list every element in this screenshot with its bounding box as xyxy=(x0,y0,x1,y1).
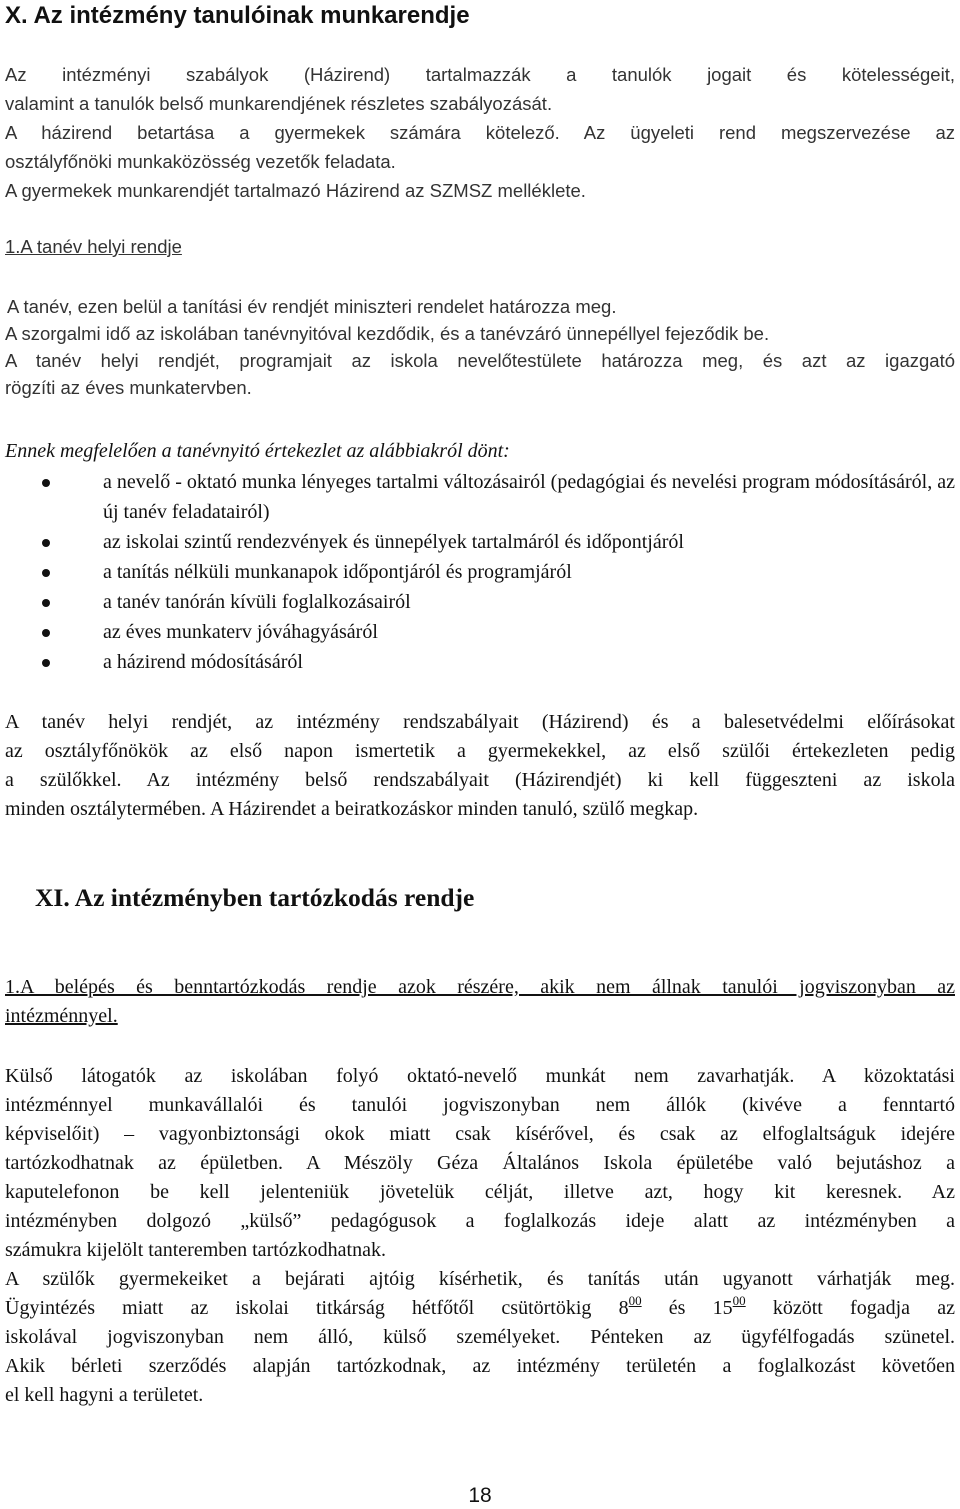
list-item-text: a tanítás nélküli munkanapok időpontjáról és programjáról xyxy=(103,561,572,583)
intro-line: osztályfőnöki munkaközösség vezetők feladata. xyxy=(5,151,396,172)
section-xi-paragraph-2 xyxy=(5,1265,955,1410)
para-line: intézménnyel munkavállalói és tanulói jogviszonyban nem állók (kivéve a fenntartó xyxy=(5,1094,955,1116)
page-number: 18 xyxy=(468,1484,492,1507)
bullet-icon xyxy=(42,479,50,487)
sub-line: A tanév helyi rendjét, programjait az iskola nevelőtestülete határozza meg, és azt az igazgató xyxy=(5,350,955,371)
bullet-icon xyxy=(42,599,50,607)
list-item xyxy=(0,647,955,677)
office-hours-line xyxy=(5,1294,955,1323)
section-xi-paragraph-1 xyxy=(5,1062,955,1265)
bullet-icon xyxy=(42,629,50,637)
closing-line: az osztályfőnökök az első napon ismertetik a gyermekekkel, az első szülői értekezleten pedig xyxy=(5,740,955,762)
sub-line: rögzíti az éves munkatervben. xyxy=(5,377,252,398)
list-item xyxy=(0,557,955,587)
office-hours-text: és 15 xyxy=(641,1297,733,1319)
para-line: Külső látogatók az iskolában folyó oktató-nevelő munkát nem zavarhatják. A közoktatási xyxy=(5,1065,955,1087)
intro-line: Az intézményi szabályok (Házirend) tartalmazzák a tanulók jogait és kötelességeit, xyxy=(5,64,955,85)
section-x-closing xyxy=(5,708,955,824)
list-item-text: a házirend módosításáról xyxy=(103,651,303,673)
closing-line: a szülőkkel. Az intézmény belső rendszabályait (Házirendjét) ki kell függeszteni az iskola xyxy=(5,769,955,791)
section-xi-subheading xyxy=(5,973,955,1031)
para-line: Akik bérleti szerződés alapján tartózkodnak, az intézmény területén a foglalkozást követően xyxy=(5,1355,955,1377)
subheading-line: intézménnyel. xyxy=(5,1005,118,1027)
section-x-intro xyxy=(5,60,955,205)
list-item xyxy=(0,467,955,527)
list-item-text: a tanév tanórán kívüli foglalkozásairól xyxy=(103,591,411,613)
para-line: el kell hagyni a területet. xyxy=(5,1384,204,1406)
office-hours-end-minutes: 00 xyxy=(732,1293,746,1308)
list-item-text: a nevelő - oktató munka lényeges tartalmi változásairól (pedagógiai és nevelési program módosításáról, az új tanév feladatairól) xyxy=(103,471,955,523)
intro-line: A házirend betartása a gyermekek számára kötelező. Az ügyeleti rend megszervezése az xyxy=(5,122,955,143)
list-item-text: az iskolai szintű rendezvények és ünnepélyek tartalmáról és időpontjáról xyxy=(103,531,684,553)
bullet-icon xyxy=(42,659,50,667)
para-line: képviselőit) – vagyonbiztonsági okok miatt csak kísérővel, és csak az elfoglaltságuk idejére xyxy=(5,1123,955,1145)
office-hours-text: között fogadja az xyxy=(745,1297,955,1319)
para-line: tartózkodhatnak az épületben. A Mészöly Géza Általános Iskola épületébe való bejutáshoz a xyxy=(5,1152,955,1174)
bullet-icon xyxy=(42,569,50,577)
list-item-text: az éves munkaterv jóváhagyásáról xyxy=(103,621,378,643)
list-item xyxy=(0,587,955,617)
para-line: A szülők gyermekeiket a bejárati ajtóig kísérhetik, és tanítás után ugyanott várhatják meg. xyxy=(5,1268,955,1290)
section-x-subheading: 1.A tanév helyi rendje xyxy=(5,236,182,257)
para-line: számukra kijelölt tanteremben tartózkodhatnak. xyxy=(5,1239,386,1261)
office-hours-start-minutes: 00 xyxy=(628,1293,642,1308)
section-x-title: X. Az intézmény tanulóinak munkarendje xyxy=(5,2,470,29)
para-line: iskolával jogviszonyban nem álló, külső személyeket. Pénteken az ügyfélfogadás szünetel. xyxy=(5,1326,955,1348)
decision-list xyxy=(0,467,955,677)
para-line: kaputelefonon be kell jelenteniük jövetelük célját, illetve azt, hogy kit keresnek. Az xyxy=(5,1181,955,1203)
list-item xyxy=(0,527,955,557)
closing-line: A tanév helyi rendjét, az intézmény rendszabályait (Házirend) és a balesetvédelmi előírásokat xyxy=(5,711,955,733)
section-xi-title: XI. Az intézményben tartózkodás rendje xyxy=(35,883,475,912)
section-x-sub-paragraph xyxy=(5,293,955,401)
sub-line: A szorgalmi idő az iskolában tanévnyitóval kezdődik, és a tanévzáró ünnepéllyel fejeződik be. xyxy=(5,323,770,344)
office-hours-text: Ügyintézés miatt az iskolai titkárság hétfőtől csütörtökig 8 xyxy=(5,1297,629,1319)
list-item xyxy=(0,617,955,647)
lead-in-sentence: Ennek megfelelően a tanévnyitó értekezlet az alábbiakról dönt: xyxy=(5,440,510,462)
para-line: intézményben dolgozó „külső” pedagógusok a foglalkozás ideje alatt az intézményben a xyxy=(5,1210,955,1232)
intro-line: valamint a tanulók belső munkarendjének részletes szabályozását. xyxy=(5,93,553,114)
subheading-line: 1.A belépés és benntartózkodás rendje azok részére, akik nem állnak tanulói jogviszonyban az xyxy=(5,976,955,998)
sub-line: A tanév, ezen belül a tanítási év rendjét miniszteri rendelet határozza meg. xyxy=(7,296,617,317)
closing-line: minden osztálytermében. A Házirendet a beiratkozáskor minden tanuló, szülő megkap. xyxy=(5,798,699,820)
intro-line: A gyermekek munkarendjét tartalmazó Házirend az SZMSZ melléklete. xyxy=(5,180,586,201)
bullet-icon xyxy=(42,539,50,547)
